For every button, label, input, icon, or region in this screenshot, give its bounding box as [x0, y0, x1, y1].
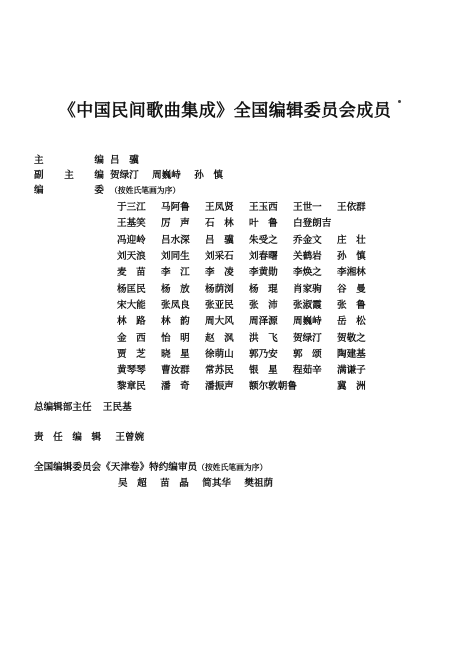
member-name: 杨匡民 [117, 283, 146, 295]
member-name: 吕水深 [161, 234, 190, 246]
member-name: 潘 奇 [161, 381, 190, 393]
scan-speck [398, 100, 401, 103]
general-office-director-row [34, 399, 132, 413]
member-name: 张淑霞 [293, 299, 322, 311]
member-name: 宋大能 [117, 299, 146, 311]
general-office-director-name: 王民基 [102, 402, 132, 413]
member-name: 贺敬之 [337, 332, 366, 344]
member-name: 黄琴琴 [117, 365, 146, 377]
member-name: 杨 放 [161, 283, 190, 295]
member-name: 张凤良 [161, 299, 190, 311]
responsible-editor-name: 王曾婉 [115, 432, 145, 443]
member-name: 张亚民 [205, 299, 234, 311]
member-name: 周大风 [205, 316, 234, 328]
member-name: 贾 芝 [117, 348, 146, 360]
member-name: 王玉西 [249, 202, 278, 214]
member-name: 程茹辛 [293, 365, 322, 377]
member-name: 关鹤岩 [293, 251, 322, 263]
chief-editor-names [110, 152, 149, 166]
member-name: 厉 声 [161, 218, 190, 230]
member-name: 黎章民 [117, 381, 146, 393]
editorial-members-grid [117, 198, 381, 394]
tianjin-consultants-row [34, 459, 267, 473]
tianjin-consultants-label: 全国编辑委员会《天津卷》特约编审员 [34, 462, 198, 473]
editorial-members-label: 编 委 [34, 185, 104, 196]
member-name: 郭 颂 [293, 348, 322, 360]
consultant-name: 吴 超 [118, 478, 147, 489]
member-name: 金 西 [117, 332, 146, 344]
member-row [117, 377, 381, 393]
member-row [117, 279, 381, 295]
member-name: 曹汝群 [161, 365, 190, 377]
member-name: 麦 苗 [117, 267, 146, 279]
member-name: 岳 松 [337, 316, 366, 328]
member-name: 郭乃安 [249, 348, 278, 360]
member-name: 乔金文 [293, 234, 322, 246]
deputy-editor-name: 贺绿汀 [110, 170, 139, 181]
member-name: 于三江 [117, 202, 146, 214]
member-name: 李 江 [161, 267, 190, 279]
member-name: 刘同生 [161, 251, 190, 263]
member-name: 潘振声 [205, 381, 234, 393]
member-name: 白登朗吉 [293, 218, 332, 230]
member-name: 徐萌山 [205, 348, 234, 360]
chief-editor-label: 主 编 [34, 155, 104, 166]
consultant-name: 苗 晶 [160, 478, 189, 489]
member-row [117, 263, 381, 279]
member-name: 肖家驹 [293, 283, 322, 295]
deputy-editor-names [110, 167, 233, 181]
member-name: 刘天浪 [117, 251, 146, 263]
member-name: 陶建基 [337, 348, 366, 360]
member-name: 叶 鲁 [249, 218, 278, 230]
member-name: 李焕之 [293, 267, 322, 279]
member-row [117, 231, 381, 247]
member-name: 晓 星 [161, 348, 190, 360]
member-name: 谷 曼 [337, 283, 366, 295]
member-name: 王基笑 [117, 218, 146, 230]
member-name: 李黄勋 [249, 267, 278, 279]
responsible-editor-label: 责 任 编 辑 [34, 432, 102, 443]
member-name: 庄 壮 [337, 234, 366, 246]
member-name: 刘采石 [205, 251, 234, 263]
editorial-members-row [34, 182, 180, 196]
consultant-name: 樊祖荫 [244, 478, 274, 489]
member-name: 杨荫浏 [205, 283, 234, 295]
tianjin-consultants-names [118, 475, 283, 489]
page-title: 《中国民间歌曲集成》全国编辑委员会成员 [58, 101, 392, 121]
member-name: 满谦子 [337, 365, 366, 377]
member-name: 张 沛 [249, 299, 278, 311]
editorial-members-note: （按姓氏笔画为序） [110, 186, 181, 195]
member-name: 朱受之 [249, 234, 278, 246]
member-row [117, 214, 381, 230]
deputy-editor-name: 周巍峙 [152, 170, 181, 181]
chief-editor-name: 吕 骥 [110, 155, 139, 166]
member-name: 洪 飞 [249, 332, 278, 344]
member-name: 周巍峙 [293, 316, 322, 328]
member-name: 王凤贤 [205, 202, 234, 214]
deputy-editor-name: 孙 慎 [194, 170, 224, 181]
member-name: 贺绿汀 [293, 332, 322, 344]
member-row [117, 296, 381, 312]
member-row [117, 328, 381, 344]
member-name: 常苏民 [205, 365, 234, 377]
responsible-editor-row [34, 429, 144, 443]
member-name: 刘春曙 [249, 251, 278, 263]
member-name: 周泽源 [249, 316, 278, 328]
deputy-editor-row [34, 167, 233, 181]
member-name: 林 韵 [161, 316, 190, 328]
member-name: 赵 沨 [205, 332, 234, 344]
member-name: 石 林 [205, 218, 234, 230]
member-name: 孙 慎 [337, 251, 366, 263]
member-name: 银 星 [249, 365, 278, 377]
member-name: 李湘林 [337, 267, 366, 279]
member-name: 林 路 [117, 316, 146, 328]
member-name: 吕 骥 [205, 234, 234, 246]
member-name: 冀 洲 [337, 381, 366, 393]
general-office-director-label: 总编辑部主任 [34, 402, 92, 413]
member-name: 怡 明 [161, 332, 190, 344]
member-row [117, 198, 381, 214]
deputy-editor-label: 副 主 编 [34, 170, 104, 181]
member-name: 王世一 [293, 202, 322, 214]
member-row [117, 345, 381, 361]
member-name: 李 凌 [205, 267, 234, 279]
member-name: 马阿鲁 [161, 202, 190, 214]
consultant-name: 简其华 [202, 478, 232, 489]
chief-editor-row [34, 152, 149, 166]
member-name: 额尔敦朝鲁 [249, 381, 297, 393]
member-row [117, 361, 381, 377]
member-row [117, 312, 381, 328]
member-name: 张 鲁 [337, 299, 366, 311]
member-name: 杨 琨 [249, 283, 278, 295]
member-name: 王依群 [337, 202, 366, 214]
member-row [117, 247, 381, 263]
member-name: 冯迎岭 [117, 234, 146, 246]
tianjin-consultants-note: （按姓氏笔画为序） [197, 463, 268, 472]
